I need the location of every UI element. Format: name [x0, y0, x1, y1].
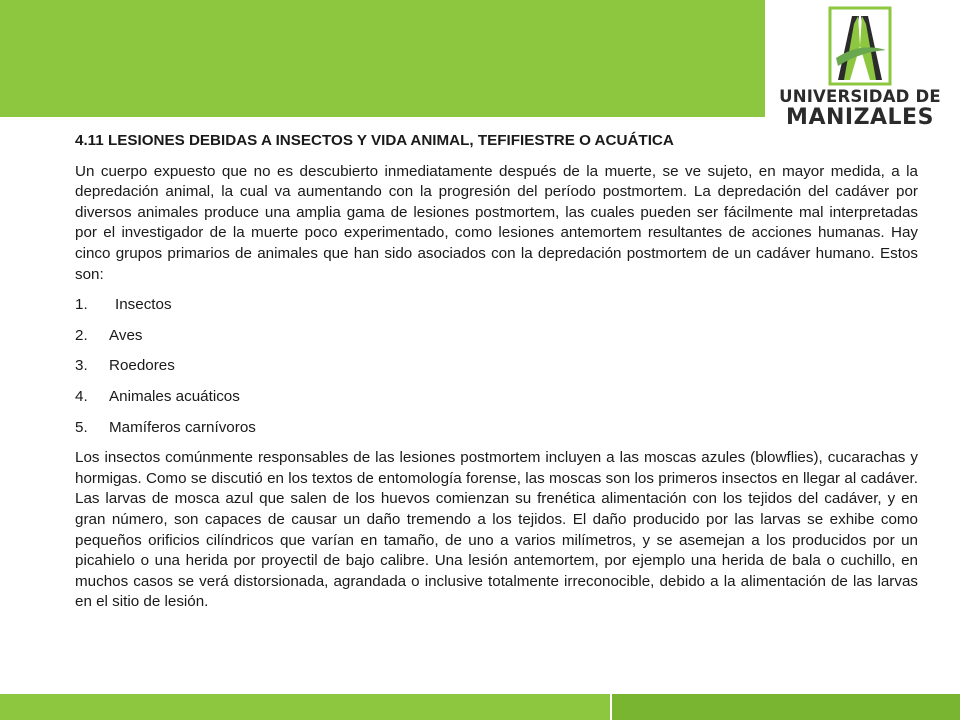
list-item-number: 2.: [75, 326, 88, 344]
list-item-label: Animales acuáticos: [109, 387, 240, 405]
list-item-number: 5.: [75, 418, 88, 436]
list-item-label: Aves: [109, 326, 143, 344]
list-item: [75, 326, 918, 347]
list-item: [75, 387, 918, 408]
list-item-number: 3.: [75, 357, 88, 375]
section-title: 4.11 LESIONES DEBIDAS A INSECTOS Y VIDA ANIMAL, TEFIFIESTRE O ACUÁTICA: [75, 132, 674, 149]
university-logo: [772, 6, 948, 130]
logo-text-line1: UNIVERSIDAD DE: [779, 87, 941, 106]
university-logo-icon: [828, 6, 892, 86]
footer-bar: [0, 694, 960, 720]
logo-text-line2: MANIZALES: [786, 105, 934, 130]
header-green-bar: [0, 0, 765, 117]
intro-paragraph: Un cuerpo expuesto que no es descubierto inmediatamente después de la muerte, se ve sujeto, en mayor medida, a la depredación animal, la cual va aumentando con la progresión del período postmortem. La depredación del cadáver por diversos animales produce una amplia gama de lesiones postmortem, las cuales pueden ser fácilmente mal interpretadas por el investigador de la muerte poco experimentado, como lesiones antemortem resultantes de acciones humanas. Hay cinco grupos primarios de animales que han sido asociados con la depredación postmortem de un cadáver humano. Estos son:: [75, 162, 918, 283]
document-body: [75, 131, 918, 623]
list-item-label: Insectos: [115, 296, 172, 314]
list-item: [75, 356, 918, 377]
list-item-number: 1.: [75, 296, 88, 314]
list-item-label: Roedores: [109, 357, 175, 375]
animal-groups-list: [75, 295, 918, 438]
list-item-label: Mamíferos carnívoros: [109, 418, 256, 436]
list-item: [75, 418, 918, 439]
footer-bar-right: [612, 694, 960, 720]
closing-paragraph: Los insectos comúnmente responsables de las lesiones postmortem incluyen a las moscas azules (blowflies), cucarachas y hormigas. Como se discutió en los textos de entomología forense, las moscas son los primeros insectos en llegar al cadáver. Las larvas de mosca azul que salen de los huevos comienzan su frenética alimentación con los tejidos del cadáver, y en gran número, son capaces de causar un daño tremendo a los tejidos. El daño producido por las larvas se exhibe como pequeños orificios cilíndricos que varían en tamaño, de uno a varios milímetros, y se asemejan a los producidos por un picahielo o una herida por proyectil de bajo calibre. Una lesión antemortem, por ejemplo una herida de bala o cuchillo, en muchos casos se verá distorsionada, agrandada o inclusive totalmente irreconocible, debido a la alimentación de las larvas en el sitio de lesión.: [75, 449, 918, 611]
list-item: [75, 295, 918, 316]
footer-bar-left: [0, 694, 610, 720]
list-item-number: 4.: [75, 387, 88, 405]
